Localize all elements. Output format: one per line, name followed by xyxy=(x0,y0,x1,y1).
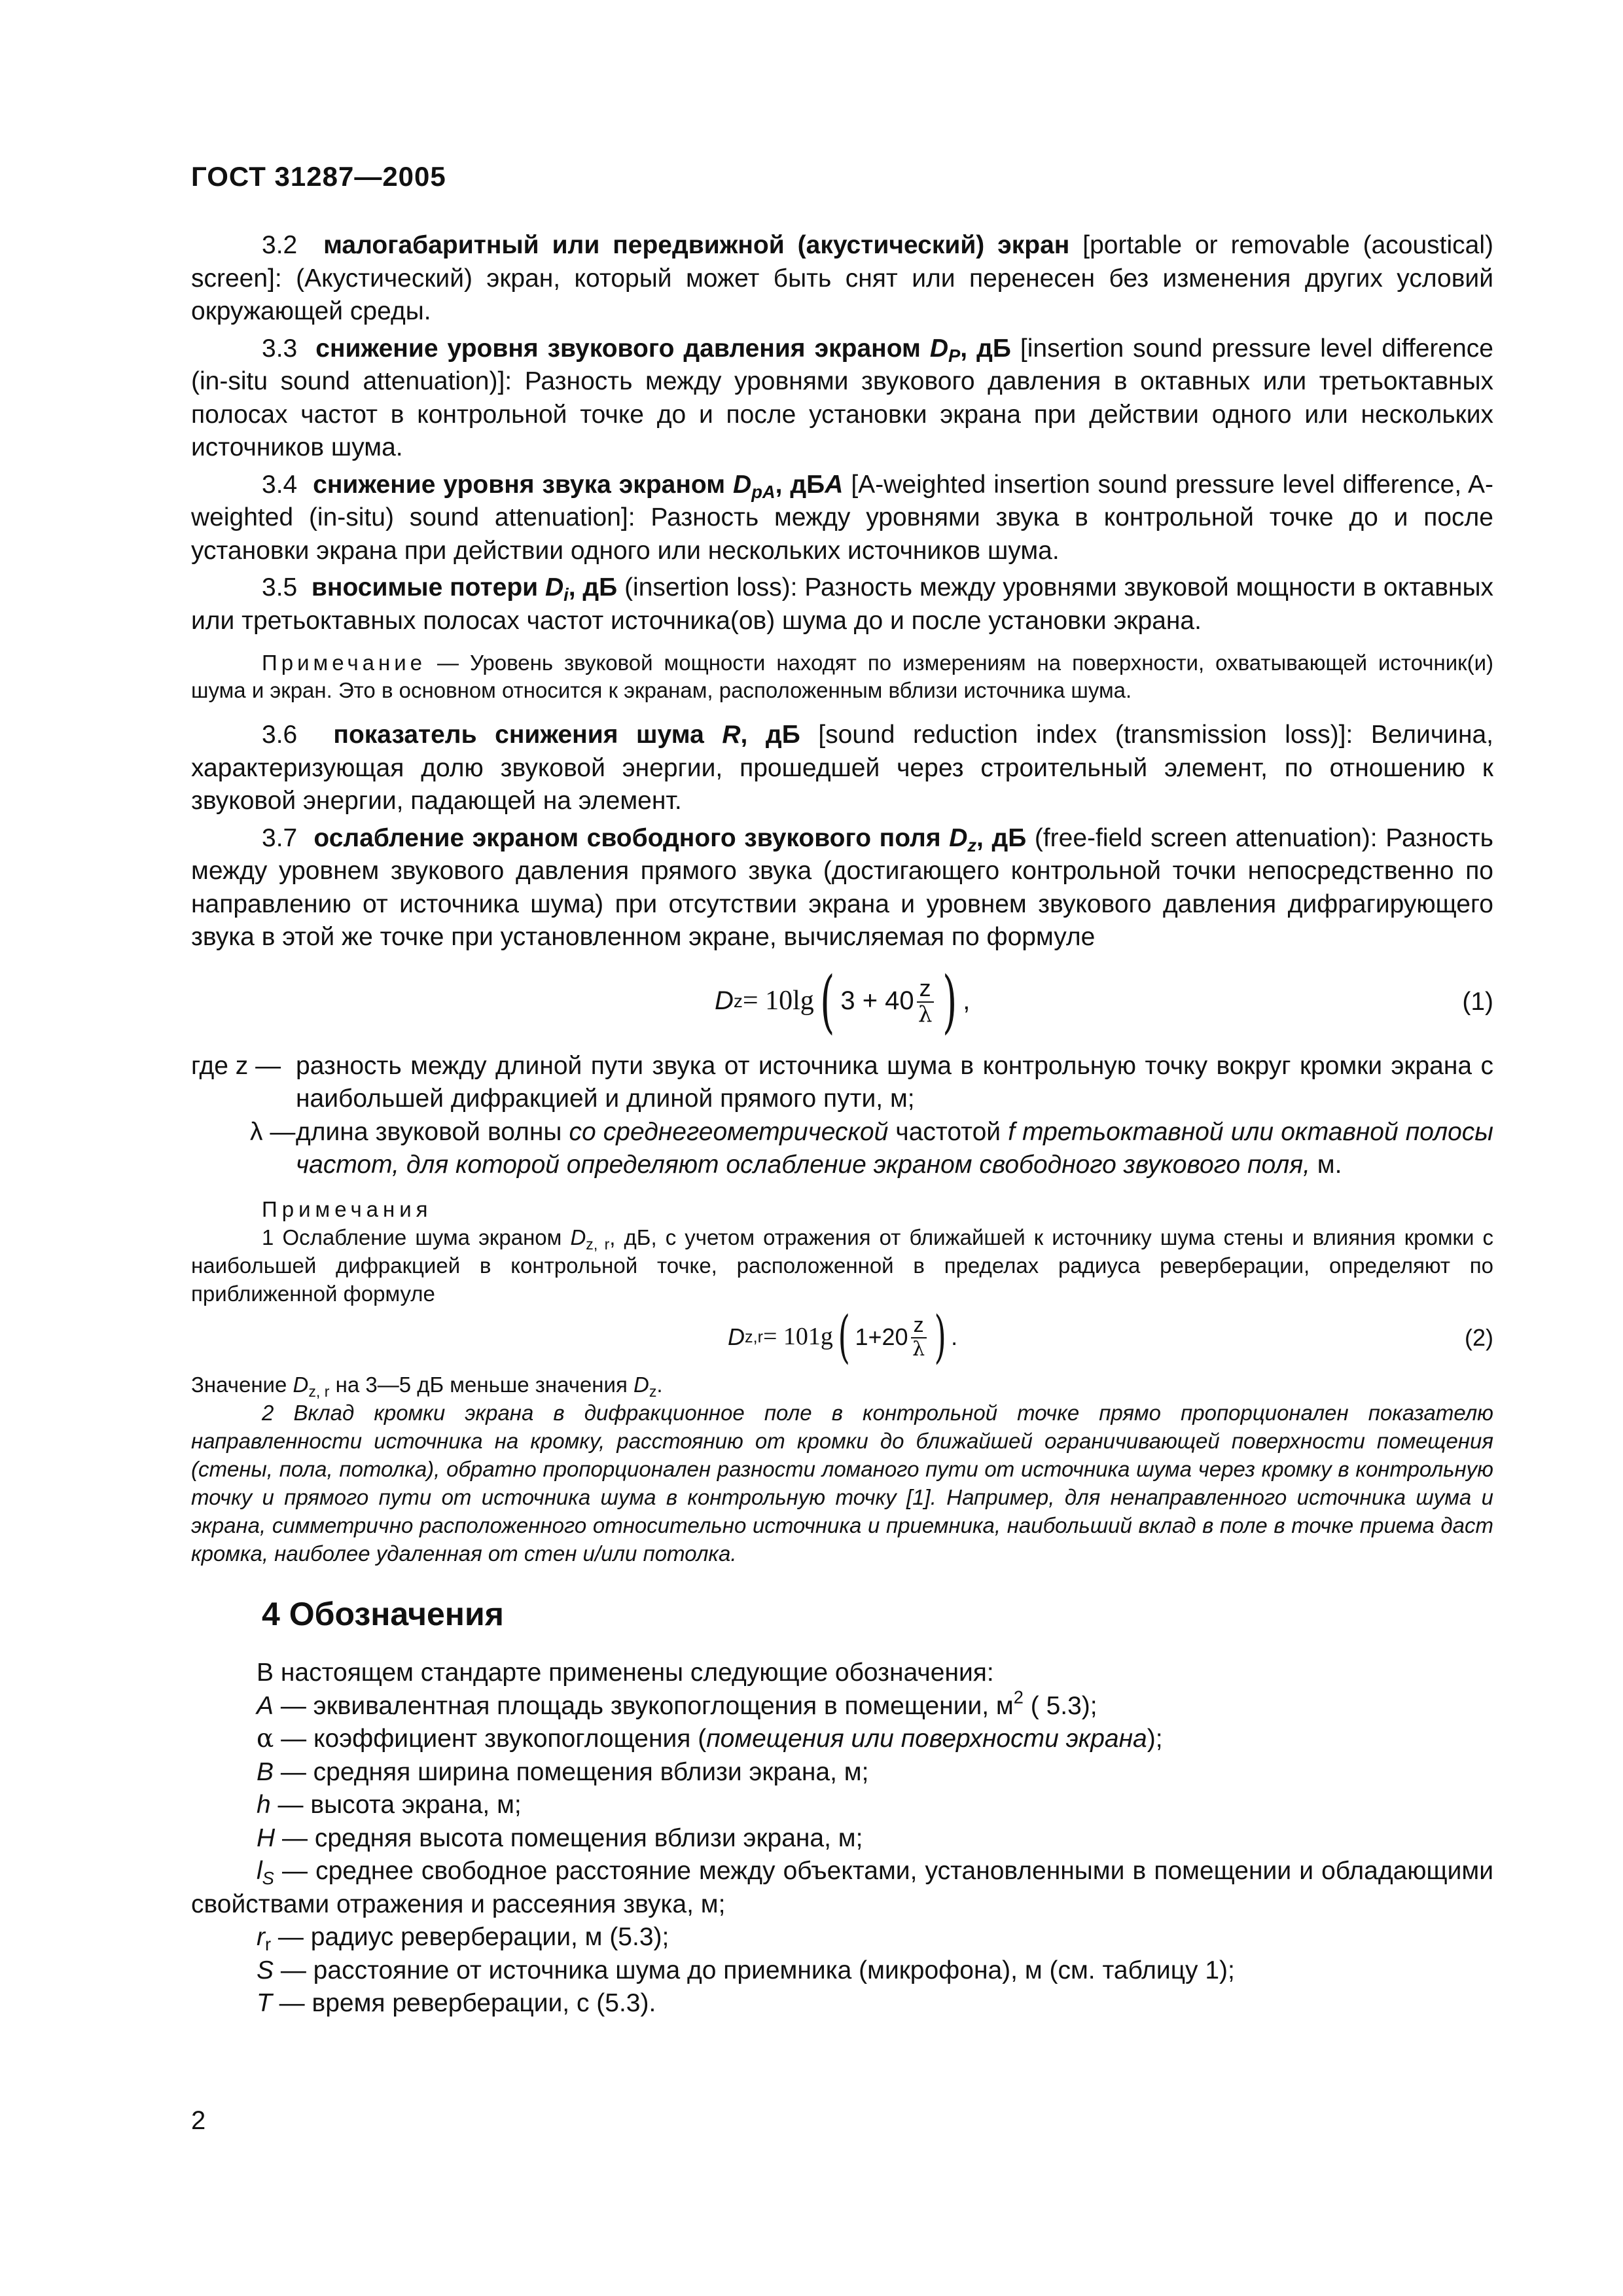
clause-number: 3.2 xyxy=(262,231,298,259)
document-header: ГОСТ 31287—2005 xyxy=(191,161,446,192)
formula-number: (1) xyxy=(1462,987,1493,1016)
clause-text: (insertion loss): Разность между уровнями звуковой мощности в октавных или третьоктавных полосах частот источника(ов) шума до и после установки экрана. xyxy=(191,573,1493,635)
symbol-text: — средняя высота помещения вблизи экрана, м; xyxy=(275,1823,863,1852)
symbol: α xyxy=(257,1724,274,1753)
clause-unit: , дБ xyxy=(740,721,800,749)
notes-title: Примечания xyxy=(262,1196,433,1221)
left-paren-icon: ( xyxy=(838,1304,850,1370)
formula-tail: . xyxy=(951,1323,958,1350)
notes-block xyxy=(191,1195,1493,1568)
symbol: H xyxy=(257,1823,276,1852)
clause-symbol: D xyxy=(929,334,949,363)
symbol: h xyxy=(257,1791,271,1819)
note-symbol-sub: z, r xyxy=(586,1235,610,1253)
legend-symbol: λ — xyxy=(250,1117,296,1146)
clause-unit: , дБ xyxy=(976,823,1027,852)
symbols-list xyxy=(191,1657,1493,2020)
clause-text: (free-field screen attenuation): Разность между уровнем звукового давления прямого звука (достигающего контрольной точки непосредственно по направлению от источника шума) при отсутствии экрана и уровнем звукового давления дифрагирующего звука в этой же точке при установленном экране, вычисляемая по формуле xyxy=(191,823,1493,951)
formula-inner: 3 + 40 xyxy=(840,986,914,1016)
clause-unit-italic: A xyxy=(825,470,844,499)
formula-2 xyxy=(191,1304,1493,1371)
symbol-text: — высота экрана, м; xyxy=(270,1791,522,1819)
symbol-text: ); xyxy=(1147,1725,1163,1753)
fraction-numerator: z xyxy=(917,975,934,1003)
note-text: — Уровень звуковой мощности находят по измерениям на поверхности, охватывающей источник(и) шума и экран. Это в основном относится к экранам, расположенным вблизи источника шума. xyxy=(191,651,1493,702)
symbol-item xyxy=(191,1987,1493,2020)
formula-fraction xyxy=(917,975,934,1027)
symbol: r xyxy=(257,1923,265,1951)
formula-lhs: D xyxy=(715,986,734,1016)
formula-1 xyxy=(191,963,1493,1041)
left-paren-icon: ( xyxy=(819,961,835,1041)
formula-tail: , xyxy=(963,986,971,1016)
formula-number: (2) xyxy=(1465,1323,1493,1351)
page-number: 2 xyxy=(191,2106,206,2135)
symbol-item xyxy=(191,1855,1493,1921)
formula-eq: = 101g xyxy=(762,1323,833,1350)
clause-3-6 xyxy=(191,719,1493,818)
fraction-denominator: λ xyxy=(918,1001,933,1028)
symbol-text: — эквивалентная площадь звукопоглощения в помещении, м xyxy=(274,1691,1014,1720)
fraction-numerator: z xyxy=(911,1314,927,1338)
clause-number: 3.4 xyxy=(262,470,298,499)
symbol-item xyxy=(191,1789,1493,1822)
legend-item-lambda xyxy=(191,1116,1493,1182)
formula-legend xyxy=(191,1050,1493,1182)
note-symbol-sub: z, r xyxy=(308,1382,330,1400)
symbol-text: — среднее свободное расстояние между объектами, установленными в помещении и обладающими свойствами отражения и рассеяния звука, м; xyxy=(191,1857,1493,1918)
symbol-sub: r xyxy=(265,1934,272,1955)
clause-text: [portable or removable (acoustical) screen]: (Акустический) экран, который может быть снят или перенесен без изменения других условий окружающей среды. xyxy=(191,231,1494,325)
document-body xyxy=(191,229,1493,2020)
clause-term: малогабаритный или передвижной (акустический) экран xyxy=(323,231,1070,259)
symbol: S xyxy=(257,1956,274,1984)
symbol-text: — радиус реверберации, м (5.3); xyxy=(271,1923,669,1951)
symbol-text: — время реверберации, с (5.3). xyxy=(272,1989,656,2017)
formula-eq: = 10lg xyxy=(742,986,814,1016)
symbols-intro: В настоящем стандарте применены следующие обозначения: xyxy=(257,1659,994,1687)
symbol-text: ( 5.3); xyxy=(1023,1691,1097,1720)
symbol-item xyxy=(191,1687,1493,1723)
section-4-title: 4 Обозначения xyxy=(262,1595,504,1632)
legend-text: разность между длиной пути звука от источника шума в контрольную точку вокруг кромки экрана с наибольшей дифракцией и длиной прямого пути, м; xyxy=(296,1051,1493,1113)
clause-term: показатель снижения шума xyxy=(333,721,722,749)
note-text: . xyxy=(656,1372,663,1397)
note-3-5 xyxy=(191,649,1493,704)
legend-symbol: где z — xyxy=(191,1051,281,1080)
clause-term: снижение уровня звукового давления экраном xyxy=(315,334,930,363)
legend-item-z xyxy=(191,1050,1493,1116)
clause-symbol: D xyxy=(544,573,564,601)
clause-text: [A-weighted insertion sound pressure level difference, A-weighted (in-situ) sound attenuation]: Разность между уровнями звука в контрольной точке до и после установки экрана при действии одного или нескольких источников шума. xyxy=(191,470,1494,565)
note-1-value xyxy=(191,1371,1493,1399)
formula-2-expression: D z,r = 101g ( 1+20 $\frac{z}{\lambda}$ ) . xyxy=(728,1304,958,1370)
clause-symbol-sub: i xyxy=(563,584,569,605)
clause-number: 3.7 xyxy=(262,823,298,852)
clause-3-3 xyxy=(191,332,1493,465)
formula-1-expression: D z = 10lg ( 3 + 40 $\frac{z}{\lambda}$ ) , xyxy=(715,961,971,1041)
formula-lhs: D xyxy=(728,1323,745,1350)
clause-number: 3.3 xyxy=(262,334,298,363)
symbol: T xyxy=(257,1989,272,2017)
clause-symbol: R xyxy=(722,721,741,749)
symbol: B xyxy=(257,1757,274,1786)
symbol: l xyxy=(257,1857,262,1885)
legend-text-italic: f третьоктавной или октавной полосы частот, для которой определяют ослабление экраном свободного звукового поля, xyxy=(296,1117,1493,1179)
symbol-item xyxy=(191,1822,1493,1856)
symbol-text: — коэффициент звукопоглощения ( xyxy=(274,1725,707,1753)
note-symbol: D xyxy=(570,1225,586,1249)
clause-unit: , дБ xyxy=(960,334,1011,363)
clause-symbol: D xyxy=(949,823,968,852)
clause-symbol: D xyxy=(733,470,752,499)
clause-symbol-sub: P xyxy=(948,345,961,366)
symbol-text-italic: помещения или поверхности экрана xyxy=(706,1725,1147,1753)
note-2: 2 Вклад кромки экрана в дифракционное поле в контрольной точке прямо пропорционален показателю направленности источника на кромку, расстоянию от кромки до ближайшей ограничивающей поверхности помещения (стены, пола, потолка), обратно пропорционален разности ломаного пути от источника шума через кромку в контрольную точку и прямого пути от источника шума в контрольную точку [1]. Например, для ненаправленного источника шума и экрана, симметрично расположенного относительно источника и приемника, наибольший вклад в поле в точке приема даст кромка, наиболее удаленная от стен и/или потолка. xyxy=(191,1400,1493,1566)
note-text: Значение xyxy=(191,1372,293,1397)
clause-text: [insertion sound pressure level difference (in-situ sound attenuation)]: Разность между уровнями звукового давления в октавных или третьоктавных полосах частот в контрольной точке до и после установки экрана при действии одного или нескольких источников шума. xyxy=(191,334,1493,461)
note-text: на 3—5 дБ меньше значения xyxy=(329,1372,633,1397)
clause-symbol-sub: z xyxy=(967,834,977,855)
note-symbol-sub: z xyxy=(649,1382,657,1400)
symbol: A xyxy=(257,1691,274,1720)
clause-symbol-sub: pA xyxy=(751,481,776,502)
clause-number: 3.6 xyxy=(262,721,298,749)
legend-text xyxy=(296,1116,1493,1182)
note-symbol: D xyxy=(293,1372,309,1397)
symbol-item xyxy=(191,1723,1493,1756)
clause-number: 3.5 xyxy=(262,573,298,601)
formula-fraction xyxy=(911,1314,927,1359)
clause-3-7 xyxy=(191,822,1493,954)
symbol-item xyxy=(191,1954,1493,1988)
clause-3-5 xyxy=(191,571,1493,637)
right-paren-icon: ) xyxy=(934,1304,946,1370)
symbol-text: — средняя ширина помещения вблизи экрана, м; xyxy=(274,1757,869,1786)
note-1 xyxy=(191,1223,1493,1308)
clause-term: ослабление экраном свободного звукового поля xyxy=(313,823,950,852)
symbol-item xyxy=(191,1756,1493,1789)
legend-text-part: м. xyxy=(1310,1151,1342,1179)
clause-3-2 xyxy=(191,229,1493,329)
symbol-text: — расстояние от источника шума до приемника (микрофона), м (см. таблицу 1); xyxy=(274,1956,1235,1984)
clause-term: снижение уровня звука экраном xyxy=(313,470,734,499)
clause-unit: , дБ xyxy=(775,470,825,499)
clause-text: [sound reduction index (transmission loss)]: Величина, характеризующая долю звуковой энергии, прошедшей через строительный элемент, по отношению к звуковой энергии, падающей на элемент. xyxy=(191,721,1494,815)
fraction-denominator: λ xyxy=(912,1337,925,1361)
formula-inner: 1+20 xyxy=(855,1323,908,1350)
note-text: 1 Ослабление шума экраном xyxy=(262,1225,571,1249)
symbol-sub: S xyxy=(262,1868,274,1889)
legend-text-italic: со среднегеометрической xyxy=(569,1117,889,1146)
note-symbol: D xyxy=(633,1372,649,1397)
clause-unit: , дБ xyxy=(568,573,618,601)
symbol-sup: 2 xyxy=(1013,1687,1024,1708)
note-label: Примечание xyxy=(262,651,427,675)
clause-term: вносимые потери xyxy=(311,573,545,601)
symbol-item xyxy=(191,1921,1493,1954)
note-text: , дБ, с учетом отражения от ближайшей к источнику шума стены и влияния кромки с наибольшей дифракцией в контрольной точке, расположенной в пределах радиуса реверберации, определяют по приближенной формуле xyxy=(191,1225,1493,1306)
clause-3-4 xyxy=(191,469,1493,568)
legend-text-part: длина звуковой волны xyxy=(296,1117,569,1146)
legend-text-part: частотой xyxy=(888,1117,1008,1146)
right-paren-icon: ) xyxy=(942,961,957,1041)
